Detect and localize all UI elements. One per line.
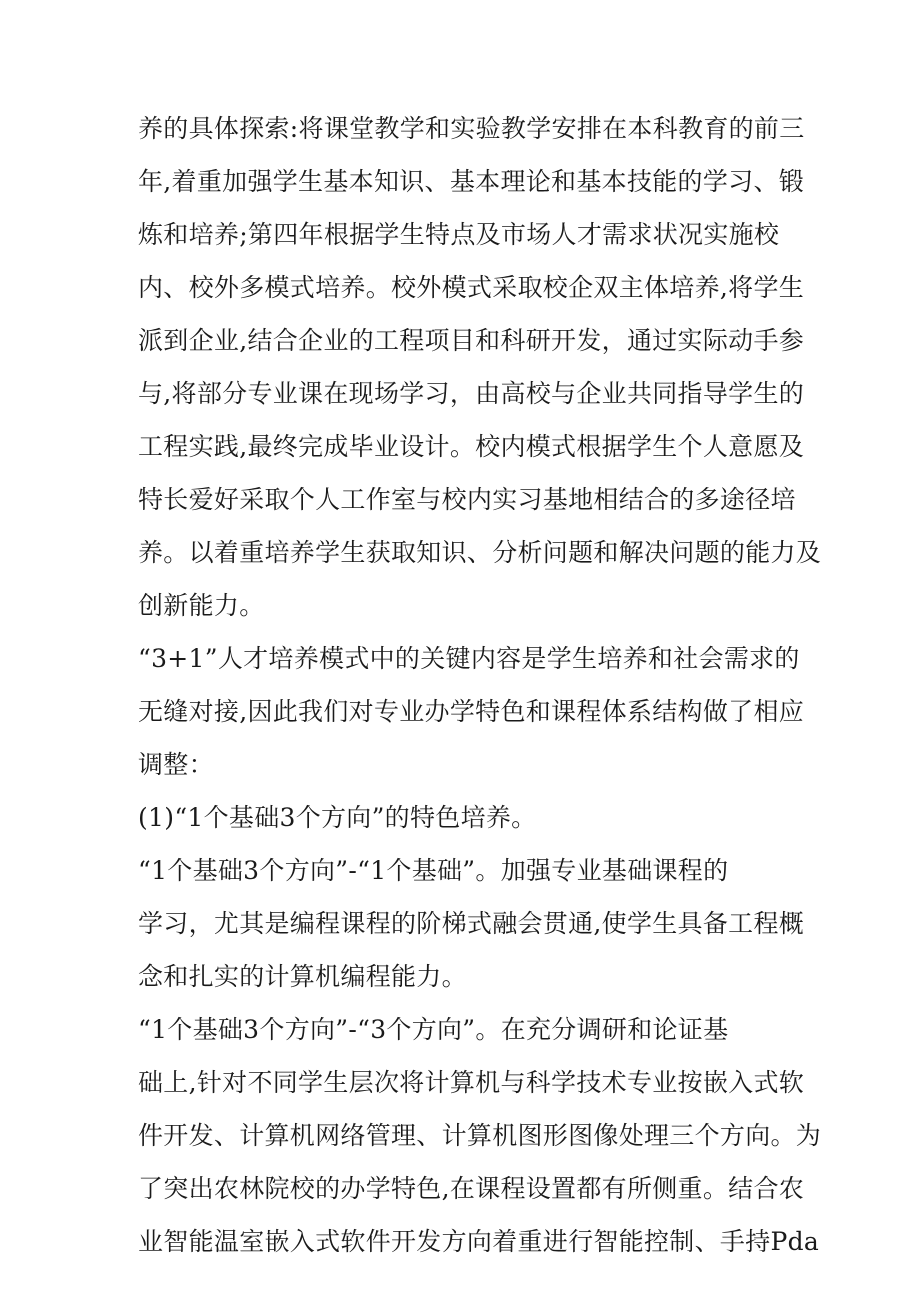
text-line: 件开发、计算机网络管理、计算机图形图像处理三个方向。为 <box>138 1121 822 1150</box>
text-line: 派到企业,结合企业的工程项目和科研开发，通过实际动手参 <box>138 326 805 355</box>
text-line: 年,着重加强学生基本知识、基本理论和基本技能的学习、锻 <box>138 167 805 196</box>
text-line: (1)“1个基础3个方向”的特色培养。 <box>138 803 537 832</box>
text-line: 与,将部分专业课在现场学习，由高校与企业共同指导学生的 <box>138 379 805 408</box>
text-line: 了突出农林院校的办学特色,在课程设置都有所侧重。结合农 <box>138 1174 805 1203</box>
text-line: “1个基础3个方向”-“3个方向”。在充分调研和论证基 <box>138 1015 729 1044</box>
text-line: 业智能温室嵌入式软件开发方向着重进行智能控制、手持Pda <box>138 1227 820 1256</box>
text-line: 创新能力。 <box>138 591 265 620</box>
text-line: 调整： <box>138 750 214 779</box>
text-line: 特长爱好采取个人工作室与校内实习基地相结合的多途径培 <box>138 485 796 514</box>
text-line: 养的具体探索:将课堂教学和实验教学安排在本科教育的前三 <box>138 114 805 143</box>
text-line: 无缝对接,因此我们对专业办学特色和课程体系结构做了相应 <box>138 697 805 726</box>
text-line: “3+1”人才培养模式中的关键内容是学生培养和社会需求的 <box>138 644 800 673</box>
text-line: 工程实践,最终完成毕业设计。校内模式根据学生个人意愿及 <box>138 432 805 461</box>
text-line: 内、校外多模式培养。校外模式采取校企双主体培养,将学生 <box>138 273 805 302</box>
text-line: 学习，尤其是编程课程的阶梯式融会贯通,使学生具备工程概 <box>138 909 805 938</box>
text-line: 础上,针对不同学生层次将计算机与科学技术专业按嵌入式软 <box>138 1068 805 1097</box>
text-line: “1个基础3个方向”-“1个基础”。加强专业基础课程的 <box>138 856 729 885</box>
text-line: 炼和培养;第四年根据学生特点及市场人才需求状况实施校 <box>138 220 780 249</box>
text-line: 养。以着重培养学生获取知识、分析问题和解决问题的能力及 <box>138 538 822 567</box>
text-line: 念和扎实的计算机编程能力。 <box>138 962 467 991</box>
